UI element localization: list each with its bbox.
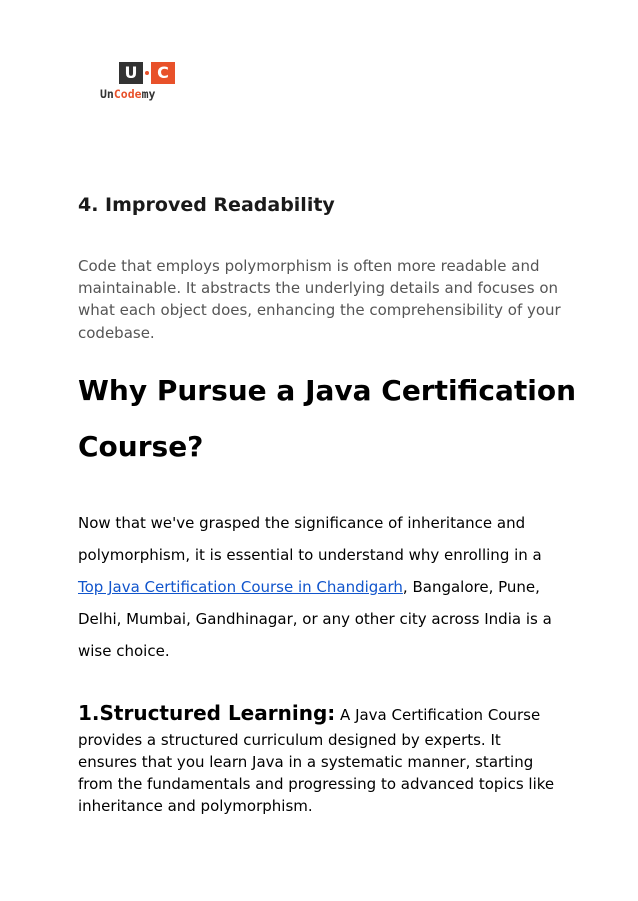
first-line-rest: A Java Certification Course <box>335 706 541 724</box>
improved-readability-paragraph <box>78 255 568 344</box>
link-suffix: , Bangalore, Pune, <box>402 578 540 596</box>
logo-wordmark-my: my <box>141 87 156 101</box>
uncodemy-logo[interactable] <box>100 62 200 102</box>
structured-learning-lead: 1.Structured Learning: <box>78 701 336 725</box>
paragraph-line: wise choice. <box>78 642 170 660</box>
why-pursue-heading <box>78 363 576 475</box>
logo-letter-u: U <box>119 62 143 84</box>
paragraph-line: from the fundamentals and progressing to advanced topics like <box>78 775 555 793</box>
logo-wordmark <box>100 87 155 101</box>
logo-wordmark-code: Code <box>113 87 142 101</box>
paragraph-first-line <box>78 699 578 729</box>
java-certification-course-link[interactable]: Top Java Certification Course in Chandigarh <box>78 578 403 596</box>
why-pursue-paragraph <box>78 507 578 667</box>
paragraph-line: what each object does, enhancing the comprehensibility of your <box>78 301 561 320</box>
heading-line: Course? <box>78 430 204 463</box>
paragraph-line: Code that employs polymorphism is often more readable and <box>78 257 540 275</box>
paragraph-line: codebase. <box>78 323 155 342</box>
logo-mark <box>119 62 175 84</box>
paragraph-line: maintainable. It abstracts the underlying details and focuses on <box>78 279 558 298</box>
logo-wordmark-un: Un <box>100 87 114 101</box>
paragraph-line: Delhi, Mumbai, Gandhinagar, or any other city across India is a <box>78 610 552 628</box>
paragraph-line: inheritance and polymorphism. <box>78 797 313 815</box>
paragraph-line: Now that we've grasped the significance of inheritance and <box>78 514 526 532</box>
paragraph-line: provides a structured curriculum designed by experts. It <box>78 731 501 749</box>
logo-dot <box>143 62 151 84</box>
paragraph-line-with-link <box>78 571 578 603</box>
heading-line: Why Pursue a Java Certification <box>78 374 576 407</box>
logo-letter-c: C <box>151 62 175 84</box>
improved-readability-heading: 4. Improved Readability <box>78 194 335 216</box>
structured-learning-paragraph <box>78 699 578 817</box>
paragraph-line: ensures that you learn Java in a systematic manner, starting <box>78 753 534 771</box>
paragraph-line: polymorphism, it is essential to understand why enrolling in a <box>78 546 542 564</box>
